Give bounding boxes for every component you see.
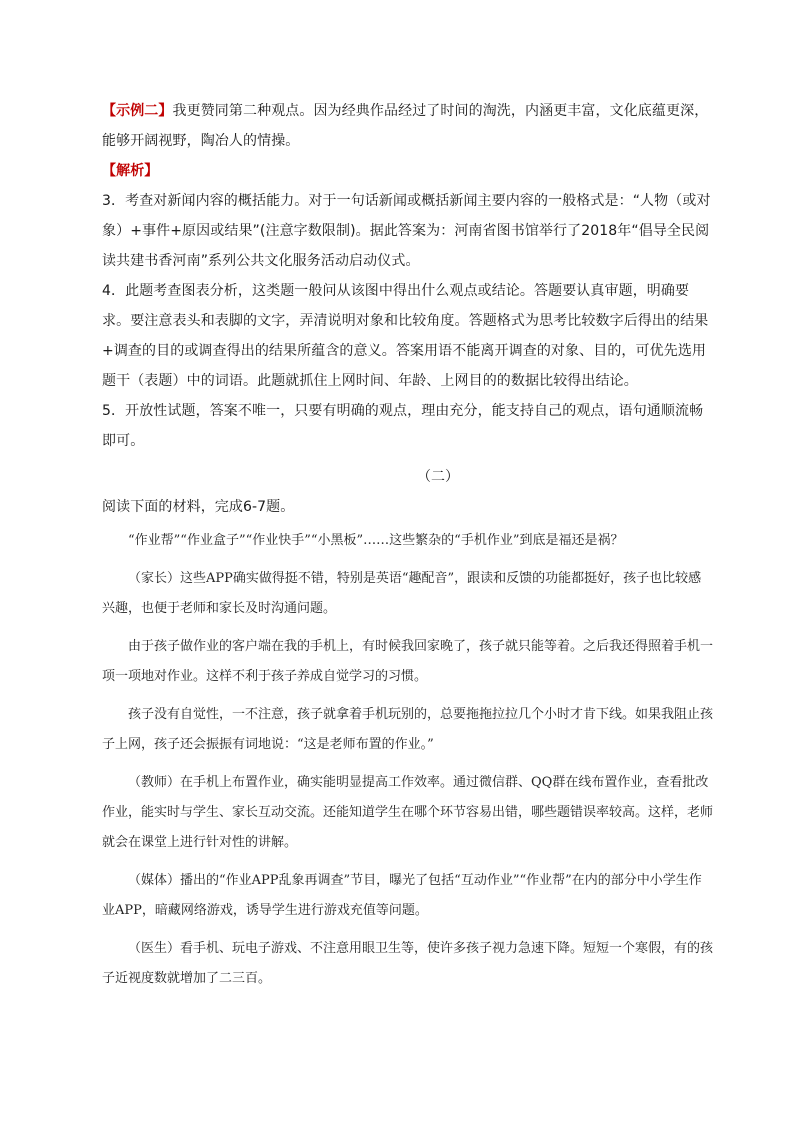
answer-4: 4．此题考查图表分析，这类题一般问从该图中得出什么观点或结论。答题要认真审题，明确要求。要注意表头和表脚的文字，弄清说明对象和比较角度。答题格式为思考比较数字后得出的结果+调查的目的或调查得出的结果所蕴含的意义。答案用语不能离开调查的对象、目的，可优先选用题干（表题）中的词语。此题就抓住上网时间、年龄、上网目的的数据比较得出结论。 [102, 283, 709, 389]
material-paragraph: （医生）看手机、玩电子游戏、不注意用眼卫生等，使许多孩子视力急速下降。短短一个寒假，有的孩子近视度数就增加了二三百。 [102, 941, 714, 986]
material-paragraph: （教师）在手机上布置作业，确实能明显提高工作效率。通过微信群、QQ群在线布置作业，查看批改作业，能实时与学生、家长互动交流。还能知道学生在哪个环节容易出错，哪些题错误率较高。这样，老师就会在课堂上进行针对性的讲解。 [102, 775, 714, 850]
material-paragraph: “作业帮”“作业盒子”“作业快手”“小黑板”……这些繁杂的“手机作业”到底是福还是祸？ [128, 533, 624, 548]
material-paragraph: （媒体）播出的“作业APP乱象再调查”节目，曝光了包括“互动作业”“作业帮”在内的部分中小学生作业APP，暗藏网络游戏，诱导学生进行游戏充值等问题。 [102, 873, 702, 918]
example-two-label: 【示例二】 [102, 103, 173, 119]
answer-5: 5．开放性试题，答案不唯一，只要有明确的观点，理由充分，能支持自己的观点，语句通顺流畅即可。 [102, 403, 704, 449]
section-title: （二） [417, 469, 459, 485]
analysis-heading: 【解析】 [102, 163, 159, 179]
material-paragraph: 由于孩子做作业的客户端在我的手机上，有时候我回家晚了，孩子就只能等着。之后我还得照着手机一项一项地对作业。这样不利于孩子养成自觉学习的习惯。 [102, 639, 714, 684]
reading-material [102, 526, 714, 994]
example-two-paragraph [102, 96, 714, 156]
example-two-text: 我更赞同第二种观点。因为经典作品经过了时间的淘洗，内涵更丰富，文化底蕴更深，能够开阔视野，陶冶人的情操。 [102, 103, 709, 149]
reading-instruction: 阅读下面的材料，完成6-7题。 [102, 499, 295, 515]
material-paragraph: （家长）这些APP确实做得挺不错，特别是英语“趣配音”，跟读和反馈的功能都挺好，孩子也比较感兴趣，也便于老师和家长及时沟通问题。 [102, 571, 702, 616]
answer-3: 3．考查对新闻内容的概括能力。对于一句话新闻或概括新闻主要内容的一般格式是：“人物（或对象）+事件+原因或结果”(注意字数限制)。据此答案为：河南省图书馆举行了2018年“倡导全民阅读共建书香河南”系列公共文化服务活动启动仪式。 [102, 193, 711, 269]
document-body [102, 96, 714, 1002]
material-paragraph: 孩子没有自觉性，一不注意，孩子就拿着手机玩别的，总要拖拖拉拉几个小时才肯下线。如果我阻止孩子上网，孩子还会振振有词地说：“这是老师布置的作业。” [102, 707, 714, 752]
